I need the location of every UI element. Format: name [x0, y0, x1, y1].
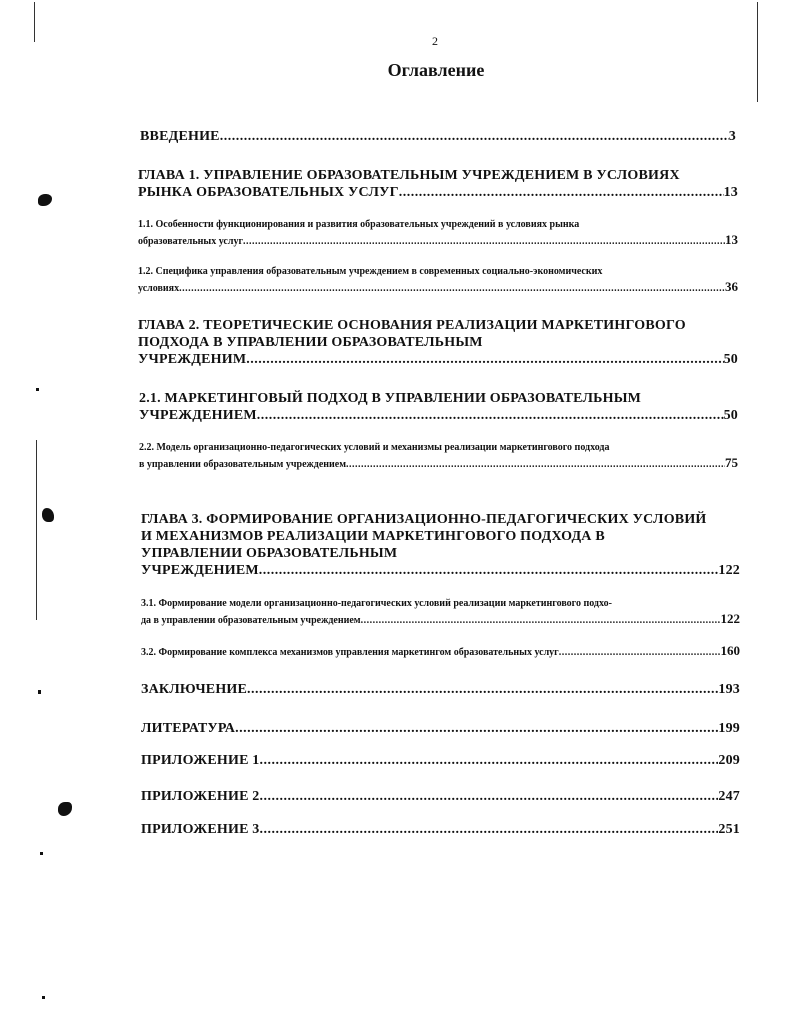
toc-entry-appendix-3[interactable]	[141, 821, 740, 838]
scan-speck	[36, 388, 39, 391]
toc-entry-section-1-2[interactable]	[138, 264, 738, 296]
toc-entry-title: 3.2. Формирование комплекса механизмов управления маркетингом образовательных услуг	[141, 647, 559, 658]
toc-page-number: 251	[718, 822, 740, 837]
toc-page-number: 199	[718, 721, 740, 736]
toc-line	[138, 184, 738, 201]
toc-line	[139, 390, 738, 407]
toc-entry-title: УПРАВЛЕНИИ ОБРАЗОВАТЕЛЬНЫМ	[141, 546, 398, 561]
toc-page-number: 193	[718, 682, 740, 697]
toc-entry-section-3-2[interactable]	[141, 643, 740, 660]
dot-leader	[220, 128, 729, 145]
toc-entry-title: ПРИЛОЖЕНИЕ 2	[141, 789, 260, 804]
toc-entry-title: 2.2. Модель организационно-педагогических условий и механизмы реализации маркетингового подхода	[139, 442, 610, 453]
toc-entry-title: ВВЕДЕНИЕ	[140, 129, 220, 144]
toc-line	[139, 407, 738, 424]
toc-entry-title: УЧРЕЖДЕНИМ	[138, 352, 247, 367]
toc-line	[141, 752, 740, 769]
toc-line	[138, 264, 738, 279]
dot-leader	[361, 613, 721, 628]
toc-entry-title: ПОДХОДА В УПРАВЛЕНИИ ОБРАЗОВАТЕЛЬНЫМ	[138, 335, 483, 350]
dot-leader	[346, 457, 725, 472]
toc-page-number: 36	[725, 279, 738, 294]
toc-entry-chapter-2[interactable]	[138, 317, 738, 368]
toc-entry-title: ЛИТЕРАТУРА	[141, 721, 236, 736]
toc-line	[141, 545, 740, 562]
toc-entry-title: ПРИЛОЖЕНИЕ 1	[141, 753, 260, 768]
toc-page-number: 50	[723, 408, 738, 423]
toc-page-number: 247	[718, 789, 740, 804]
toc-line	[139, 440, 738, 455]
toc-line	[141, 821, 740, 838]
toc-entry-title: 1.1. Особенности функционирования и развития образовательных учреждений в условиях рынка	[138, 219, 580, 230]
toc-line	[138, 167, 738, 184]
toc-entry-section-2-2[interactable]	[139, 440, 738, 472]
toc-line	[141, 562, 740, 579]
toc-entry-chapter-3[interactable]	[141, 511, 740, 579]
toc-entry-title: образовательных услуг	[138, 236, 244, 247]
scan-speck	[40, 852, 43, 855]
toc-entry-title: ЗАКЛЮЧЕНИЕ	[141, 682, 248, 697]
toc-page-number: 160	[720, 643, 740, 658]
toc-page-number: 50	[723, 352, 738, 367]
toc-page-number: 122	[720, 611, 740, 626]
toc-entry-title: УЧРЕЖДЕНИЕМ	[139, 408, 257, 423]
dot-leader	[246, 351, 723, 368]
toc-line	[141, 596, 740, 611]
toc-line	[138, 351, 738, 368]
dot-leader	[235, 720, 718, 737]
toc-line	[138, 279, 738, 296]
dot-leader	[260, 752, 719, 769]
toc-entry-title: ГЛАВА 3. ФОРМИРОВАНИЕ ОРГАНИЗАЦИОННО-ПЕДАГОГИЧЕСКИХ УСЛОВИЙ	[141, 512, 707, 527]
dot-leader	[259, 562, 719, 579]
toc-entry-title: ГЛАВА 1. УПРАВЛЕНИЕ ОБРАЗОВАТЕЛЬНЫМ УЧРЕЖДЕНИЕМ В УСЛОВИЯХ	[138, 168, 680, 183]
toc-entry-title: 1.2. Специфика управления образовательным учреждением в современных социально-экономических	[138, 266, 603, 277]
toc-line	[141, 611, 740, 628]
toc-line	[138, 334, 738, 351]
dot-leader	[247, 681, 718, 698]
dot-leader	[559, 645, 721, 660]
toc-line	[138, 217, 738, 232]
dot-leader	[243, 234, 725, 249]
toc-entry-title: И МЕХАНИЗМОВ РЕАЛИЗАЦИИ МАРКЕТИНГОВОГО ПОДХОДА В	[141, 529, 605, 544]
toc-page-number: 75	[725, 455, 738, 470]
toc-line	[139, 455, 738, 472]
toc-entry-introduction[interactable]	[140, 128, 736, 145]
dot-leader	[257, 407, 724, 424]
dot-leader	[260, 788, 719, 805]
page-number: 2	[432, 34, 438, 48]
scan-margin-line	[757, 2, 758, 102]
toc-entry-conclusion[interactable]	[141, 681, 740, 698]
toc-entry-appendix-1[interactable]	[141, 752, 740, 769]
toc-entry-title: ПРИЛОЖЕНИЕ 3	[141, 822, 260, 837]
toc-line	[141, 788, 740, 805]
toc-entry-section-2-1[interactable]	[139, 390, 738, 424]
toc-entry-title: да в управлении образовательным учреждением	[141, 615, 361, 626]
page-title: Оглавление	[387, 60, 485, 80]
toc-entry-section-3-1[interactable]	[141, 596, 740, 628]
toc-entry-title: ГЛАВА 2. ТЕОРЕТИЧЕСКИЕ ОСНОВАНИЯ РЕАЛИЗАЦИИ МАРКЕТИНГОВОГО	[138, 318, 686, 333]
toc-line	[141, 643, 740, 660]
dot-leader	[179, 281, 725, 296]
scan-speck	[58, 802, 72, 816]
dot-leader	[399, 184, 724, 201]
toc-page-number: 13	[723, 185, 738, 200]
scan-margin-line	[36, 440, 37, 620]
toc-entry-section-1-1[interactable]	[138, 217, 738, 249]
toc-line	[140, 128, 736, 145]
toc-entry-appendix-2[interactable]	[141, 788, 740, 805]
dot-leader	[260, 821, 719, 838]
toc-entry-title: УЧРЕЖДЕНИЕМ	[141, 563, 259, 578]
toc-entry-bibliography[interactable]	[141, 720, 740, 737]
toc-page-number: 209	[718, 753, 740, 768]
scan-speck	[38, 690, 41, 694]
scan-speck	[42, 508, 54, 522]
toc-page-number: 122	[718, 563, 740, 578]
toc-entry-title: 3.1. Формирование модели организационно-педагогических условий реализации маркетингового подхо-	[141, 598, 612, 609]
toc-page-number: 3	[728, 129, 736, 144]
toc-page-number: 13	[725, 232, 738, 247]
toc-entry-title: условиях	[138, 283, 180, 294]
toc-line	[141, 511, 740, 528]
toc-entry-chapter-1[interactable]	[138, 167, 738, 201]
toc-line	[141, 528, 740, 545]
toc-line	[138, 317, 738, 334]
scan-speck	[38, 194, 52, 206]
toc-entry-title: 2.1. МАРКЕТИНГОВЫЙ ПОДХОД В УПРАВЛЕНИИ ОБРАЗОВАТЕЛЬНЫМ	[139, 391, 642, 406]
scan-speck	[42, 996, 45, 999]
toc-line	[138, 232, 738, 249]
toc-line	[141, 720, 740, 737]
toc-line	[141, 681, 740, 698]
toc-entry-title: в управлении образовательным учреждением	[139, 459, 347, 470]
toc-entry-title: РЫНКА ОБРАЗОВАТЕЛЬНЫХ УСЛУГ	[138, 185, 399, 200]
